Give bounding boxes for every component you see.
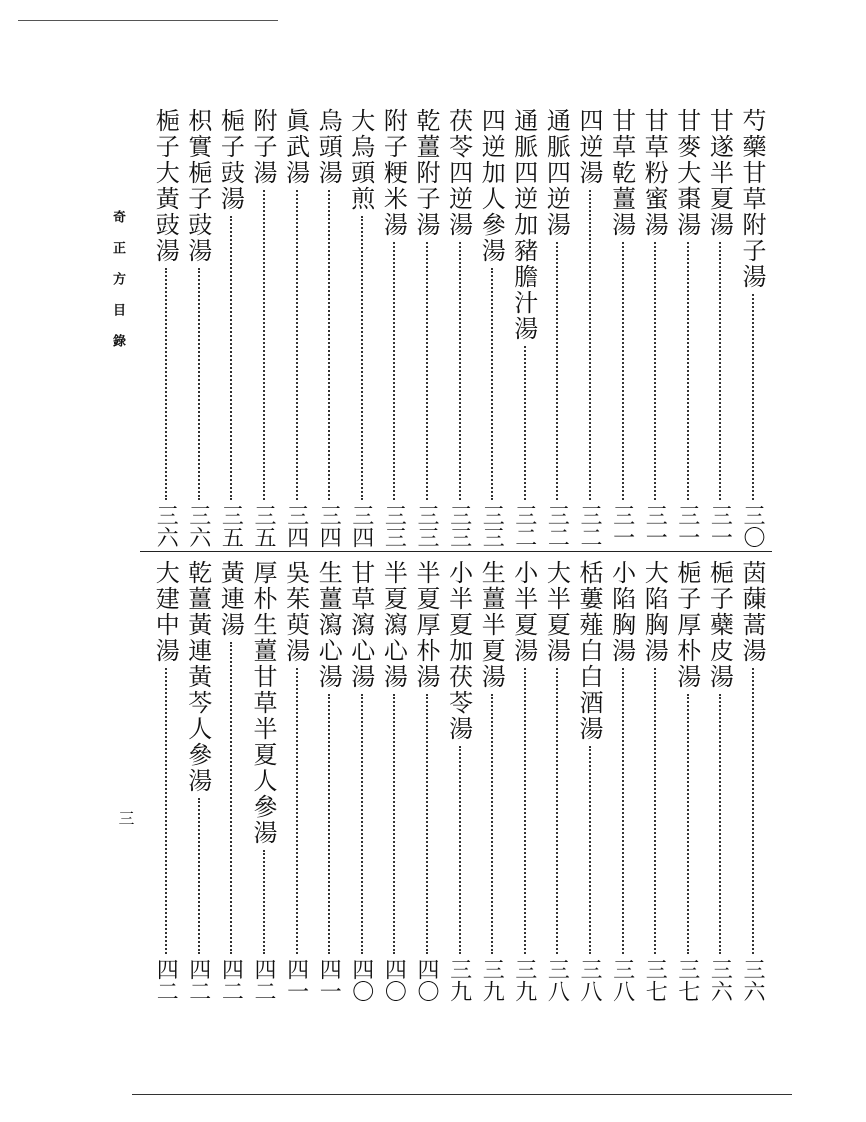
upper-entry-page: 三一: [674, 504, 700, 548]
upper-entry-title: 通脈四逆加豬膽汁湯: [509, 108, 538, 342]
lower-leader-dots: [296, 668, 298, 954]
lower-leader-dots: [165, 668, 167, 954]
upper-leader-dots: [230, 216, 232, 500]
lower-entry-title: 梔子蘗皮湯: [705, 560, 734, 690]
lower-entry-page: 四二: [185, 958, 211, 1002]
upper-entry-page: 三三: [414, 504, 439, 548]
upper-entry-title: 四逆加人參湯: [477, 108, 506, 264]
upper-entry-page: 三二: [544, 504, 570, 548]
lower-leader-dots: [263, 850, 265, 954]
upper-entry-title: 大烏頭煎: [346, 108, 375, 212]
upper-leader-dots: [296, 190, 298, 500]
upper-entry-page: 三四: [348, 504, 374, 548]
lower-entry-page: 三八: [577, 958, 602, 1002]
upper-leader-dots: [459, 242, 461, 500]
upper-entry-page: 三一: [707, 504, 733, 548]
lower-entry-page: 四一: [316, 958, 342, 1002]
upper-entry-page: 三三: [446, 504, 472, 548]
lower-leader-dots: [524, 668, 526, 954]
upper-entry-title: 甘草乾薑湯: [607, 108, 636, 238]
upper-leader-dots: [589, 190, 591, 500]
lower-leader-dots: [491, 694, 493, 954]
upper-entry-title: 枳實梔子豉湯: [183, 108, 212, 264]
upper-entry-page: 三二: [577, 504, 602, 548]
upper-entry-title: 梔子大黃豉湯: [151, 108, 180, 264]
lower-entry-title: 梔子厚朴湯: [672, 560, 701, 690]
lower-entry-title: 半夏瀉心湯: [379, 560, 408, 690]
upper-leader-dots: [556, 242, 558, 500]
upper-entry-title: 芍藥甘草附子湯: [738, 108, 766, 290]
upper-entry-page: 三五: [218, 504, 244, 548]
upper-entry-page: 三四: [283, 504, 309, 548]
upper-leader-dots: [654, 242, 656, 500]
lower-entry-title: 生薑瀉心湯: [314, 560, 343, 690]
lower-leader-dots: [361, 694, 363, 954]
upper-leader-dots: [752, 294, 754, 500]
upper-leader-dots: [263, 190, 265, 500]
lower-entry-page: 四二: [153, 958, 179, 1002]
lower-entry-page: 三六: [707, 958, 733, 1002]
upper-entry-title: 附子粳米湯: [379, 108, 408, 238]
lower-entry-page: 四〇: [414, 958, 439, 1002]
upper-entry-page: 三四: [316, 504, 342, 548]
lower-leader-dots: [198, 798, 200, 954]
lower-entry-title: 大半夏湯: [542, 560, 571, 664]
upper-entry-page: 三三: [479, 504, 505, 548]
lower-entry-title: 乾薑黃連黃芩人參湯: [183, 560, 212, 794]
lower-entry-page: 四〇: [348, 958, 374, 1002]
lower-entry-title: 生薑半夏湯: [477, 560, 506, 690]
lower-entry-page: 四一: [283, 958, 309, 1002]
upper-entry-page: 三〇: [740, 504, 765, 548]
upper-entry-page: 三三: [381, 504, 407, 548]
upper-leader-dots: [719, 242, 721, 500]
lower-entry-title: 甘草瀉心湯: [346, 560, 375, 690]
upper-entry-title: 乾薑附子湯: [412, 108, 440, 238]
lower-leader-dots: [230, 642, 232, 954]
upper-entry-title: 茯苓四逆湯: [444, 108, 473, 238]
lower-leader-dots: [622, 668, 624, 954]
lower-entry-page: 三八: [609, 958, 635, 1002]
upper-entry-title: 甘麥大棗湯: [672, 108, 701, 238]
lower-entry-page: 三六: [740, 958, 765, 1002]
upper-entry-page: 三二: [511, 504, 537, 548]
lower-entry-title: 小陷胸湯: [607, 560, 636, 664]
lower-entry-page: 四〇: [381, 958, 407, 1002]
lower-leader-dots: [752, 668, 754, 954]
upper-leader-dots: [687, 242, 689, 500]
upper-leader-dots: [328, 190, 330, 500]
top-rule: [18, 20, 278, 21]
side-title: 奇正方目錄: [110, 210, 125, 365]
lower-leader-dots: [654, 668, 656, 954]
upper-leader-dots: [198, 268, 200, 500]
lower-entry-page: 三九: [479, 958, 505, 1002]
upper-entry-page: 三五: [251, 504, 276, 548]
lower-leader-dots: [719, 694, 721, 954]
upper-entry-page: 三六: [153, 504, 179, 548]
upper-entry-page: 三六: [185, 504, 211, 548]
lower-entry-page: 三八: [544, 958, 570, 1002]
upper-entry-title: 眞武湯: [281, 108, 310, 186]
upper-entry-title: 附子湯: [249, 108, 277, 186]
upper-entry-title: 甘遂半夏湯: [705, 108, 734, 238]
lower-entry-title: 大陷胸湯: [640, 560, 669, 664]
lower-leader-dots: [589, 746, 591, 954]
upper-leader-dots: [361, 216, 363, 500]
lower-entry-title: 大建中湯: [151, 560, 180, 664]
lower-entry-title: 吳茱萸湯: [281, 560, 310, 664]
upper-entry-title: 烏頭湯: [314, 108, 343, 186]
lower-entry-title: 茵蔯蒿湯: [738, 560, 766, 664]
lower-entry-title: 黃連湯: [216, 560, 245, 638]
lower-leader-dots: [328, 694, 330, 954]
lower-entry-title: 栝蔞薤白白酒湯: [575, 560, 603, 742]
lower-entry-page: 三九: [511, 958, 537, 1002]
upper-leader-dots: [524, 346, 526, 500]
lower-leader-dots: [556, 668, 558, 954]
upper-leader-dots: [491, 268, 493, 500]
upper-entry-title: 甘草粉蜜湯: [640, 108, 669, 238]
lower-entry-title: 小半夏加茯苓湯: [444, 560, 473, 742]
lower-entry-page: 四二: [218, 958, 244, 1002]
upper-leader-dots: [165, 268, 167, 500]
upper-leader-dots: [622, 242, 624, 500]
section-divider: [140, 551, 772, 552]
upper-leader-dots: [393, 242, 395, 500]
lower-entry-page: 三七: [674, 958, 700, 1002]
lower-leader-dots: [459, 746, 461, 954]
upper-leader-dots: [426, 242, 428, 500]
upper-entry-page: 三一: [609, 504, 635, 548]
lower-leader-dots: [687, 694, 689, 954]
lower-entry-page: 三九: [446, 958, 472, 1002]
bottom-rule: [132, 1094, 792, 1095]
lower-entry-page: 三七: [642, 958, 668, 1002]
page-number: 三: [116, 810, 135, 826]
upper-entry-title: 梔子豉湯: [216, 108, 245, 212]
lower-entry-title: 半夏厚朴湯: [412, 560, 440, 690]
lower-entry-title: 小半夏湯: [509, 560, 538, 664]
lower-entry-title: 厚朴生薑甘草半夏人參湯: [249, 560, 277, 846]
upper-entry-page: 三一: [642, 504, 668, 548]
lower-leader-dots: [426, 694, 428, 954]
lower-entry-page: 四二: [251, 958, 276, 1002]
upper-entry-title: 通脈四逆湯: [542, 108, 571, 238]
upper-entry-title: 四逆湯: [575, 108, 603, 186]
lower-leader-dots: [393, 694, 395, 954]
